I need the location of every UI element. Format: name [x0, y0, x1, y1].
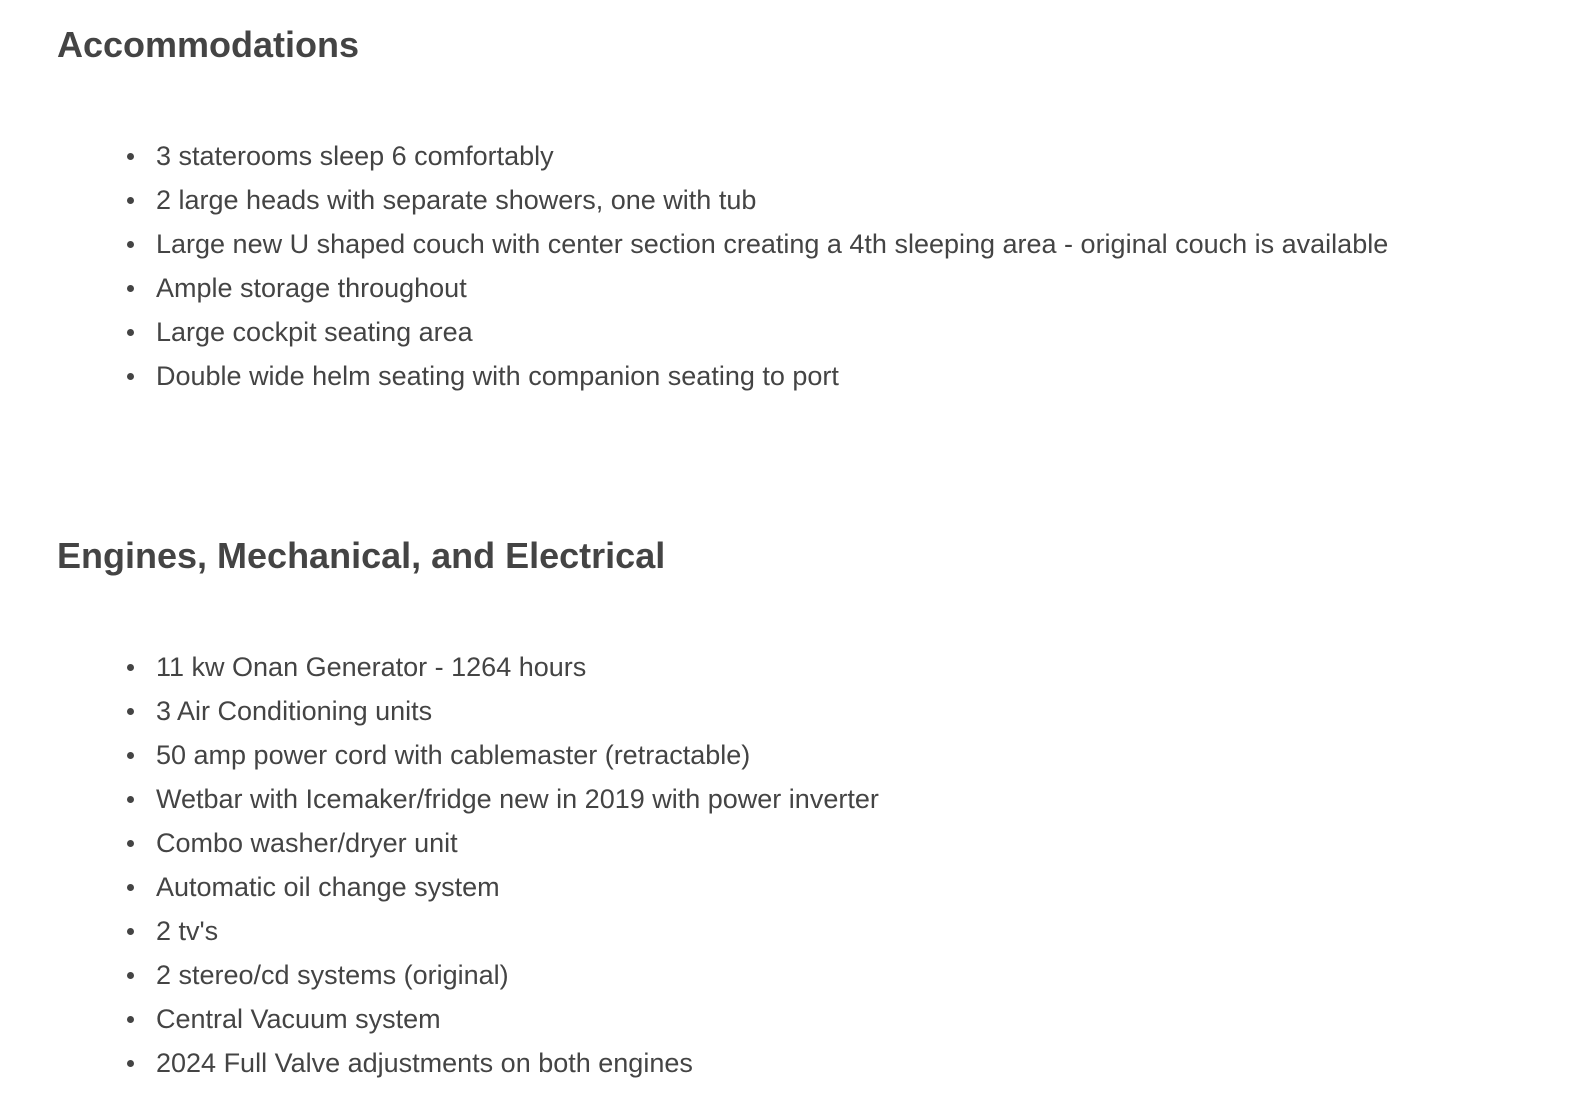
- bullet-icon: [127, 664, 134, 671]
- list-item-text: 2 large heads with separate showers, one with tub: [156, 185, 757, 215]
- list-item: [127, 134, 1388, 178]
- bullet-icon: [127, 197, 134, 204]
- bullet-icon: [127, 928, 134, 935]
- engines-list: [127, 645, 879, 1085]
- accommodations-list: [127, 134, 1388, 398]
- list-item: [127, 777, 879, 821]
- list-item: [127, 821, 879, 865]
- bullet-icon: [127, 373, 134, 380]
- bullet-icon: [127, 285, 134, 292]
- bullet-icon: [127, 840, 134, 847]
- list-item: [127, 310, 1388, 354]
- list-item-text: 3 staterooms sleep 6 comfortably: [156, 141, 554, 171]
- list-item: [127, 1041, 879, 1085]
- section-heading-accommodations: Accommodations: [57, 24, 360, 65]
- bullet-icon: [127, 1016, 134, 1023]
- bullet-icon: [127, 153, 134, 160]
- bullet-icon: [127, 752, 134, 759]
- bullet-icon: [127, 884, 134, 891]
- bullet-icon: [127, 796, 134, 803]
- bullet-icon: [127, 972, 134, 979]
- list-item: [127, 909, 879, 953]
- list-item-text: Central Vacuum system: [156, 1004, 441, 1034]
- list-item: [127, 222, 1388, 266]
- bullet-icon: [127, 241, 134, 248]
- list-item-text: 2024 Full Valve adjustments on both engines: [156, 1048, 693, 1078]
- list-item: [127, 178, 1388, 222]
- list-item-text: 50 amp power cord with cablemaster (retractable): [156, 740, 751, 770]
- list-item: [127, 689, 879, 733]
- list-item: [127, 645, 879, 689]
- list-item: [127, 953, 879, 997]
- list-item-text: 2 stereo/cd systems (original): [156, 960, 509, 990]
- list-item-text: Combo washer/dryer unit: [156, 828, 458, 858]
- list-item-text: 11 kw Onan Generator - 1264 hours: [156, 652, 587, 682]
- list-item: [127, 266, 1388, 310]
- list-item: [127, 997, 879, 1041]
- bullet-icon: [127, 1060, 134, 1067]
- list-item: [127, 733, 879, 777]
- list-item-text: Automatic oil change system: [156, 872, 500, 902]
- list-item-text: Double wide helm seating with companion seating to port: [156, 361, 839, 391]
- section-heading-engines: Engines, Mechanical, and Electrical: [57, 535, 666, 576]
- list-item-text: 3 Air Conditioning units: [156, 696, 433, 726]
- list-item-text: Large cockpit seating area: [156, 317, 473, 347]
- list-item: [127, 865, 879, 909]
- section-engines-mechanical-electrical: [57, 533, 1544, 1078]
- bullet-icon: [127, 708, 134, 715]
- bullet-icon: [127, 329, 134, 336]
- list-item-text: Wetbar with Icemaker/fridge new in 2019 with power inverter: [156, 784, 879, 814]
- list-item-text: Ample storage throughout: [156, 273, 467, 303]
- list-item-text: Large new U shaped couch with center section creating a 4th sleeping area - original couch is available: [156, 229, 1389, 259]
- list-item-text: 2 tv's: [156, 916, 219, 946]
- section-accommodations: [57, 22, 1544, 391]
- list-item: [127, 354, 1388, 398]
